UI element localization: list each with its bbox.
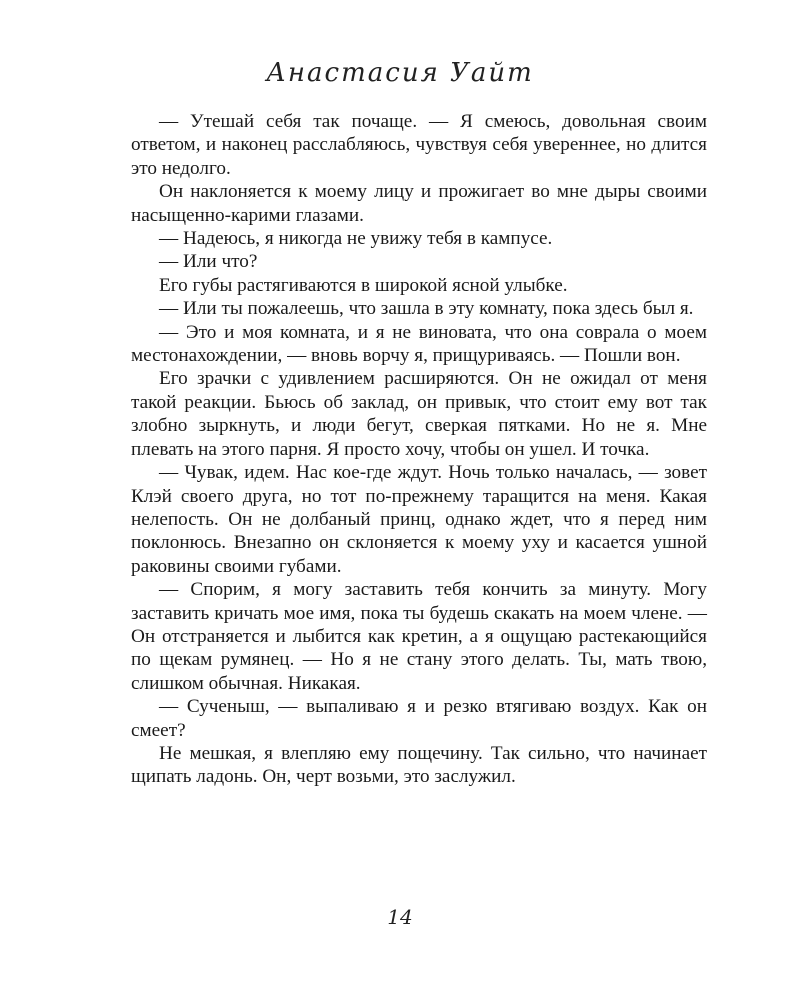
- paragraph: — Или что?: [159, 251, 258, 273]
- page-number: 14: [387, 905, 413, 929]
- paragraph: Он наклоняется к моему лицу и прожигает во мне дыры своими насыщенно-карими глазами.: [131, 181, 707, 226]
- paragraph: — Сученыш, — выпаливаю я и резко втягиваю воздух. Как он смеет?: [131, 696, 707, 741]
- paragraph: — Чувак, идем. Нас кое-где ждут. Ночь только началась, — зовет Клэй своего друга, но тот по-прежнему таращится на меня. Какая нелепость. Он не долбаный принц, однако ждет, что я перед ним поклонюсь. Внезапно он склоняется к моему уху и касается ушной раковины своими губами.: [131, 462, 707, 577]
- paragraph: — Спорим, я могу заставить тебя кончить за минуту. Могу заставить кричать мое имя, пока ты будешь скакать на моем члене. — Он отстраняется и лыбится как кретин, а я ощущаю растекающийся по щекам румянец. — Но я не стану этого делать. Ты, мать твою, слишком обычная. Никакая.: [131, 579, 707, 694]
- paragraph: Не мешкая, я влепляю ему пощечину. Так сильно, что начинает щипать ладонь. Он, черт возьми, это заслужил.: [131, 742, 707, 788]
- paragraph: — Это и моя комната, и я не виновата, что она соврала о моем местонахождении, — вновь ворчу я, прищуриваясь. — Пошли вон.: [131, 321, 707, 367]
- paragraph: Его губы растягиваются в широкой ясной улыбке.: [159, 274, 568, 296]
- paragraph: Его зрачки с удивлением расширяются. Он не ожидал от меня такой реакции. Бьюсь об заклад, он привык, что стоит ему вот так злобно зыркнуть, и люди бегут, сверкая пятками. Но не я. Мне плевать на этого парня. Я просто хочу, чтобы он ушел. И точка.: [131, 368, 707, 460]
- paragraph: — Надеюсь, я никогда не увижу тебя в кампусе.: [159, 228, 553, 250]
- paragraph: — Утешай себя так почаще. — Я смеюсь, довольная своим ответом, и наконец расслабляюсь, чувствуя себя увереннее, но длится это недолго.: [131, 111, 707, 179]
- running-header-author: Анастасия Уайт: [266, 58, 534, 88]
- body-text: [131, 110, 707, 789]
- paragraph: — Или ты пожалеешь, что зашла в эту комнату, пока здесь был я.: [159, 298, 694, 320]
